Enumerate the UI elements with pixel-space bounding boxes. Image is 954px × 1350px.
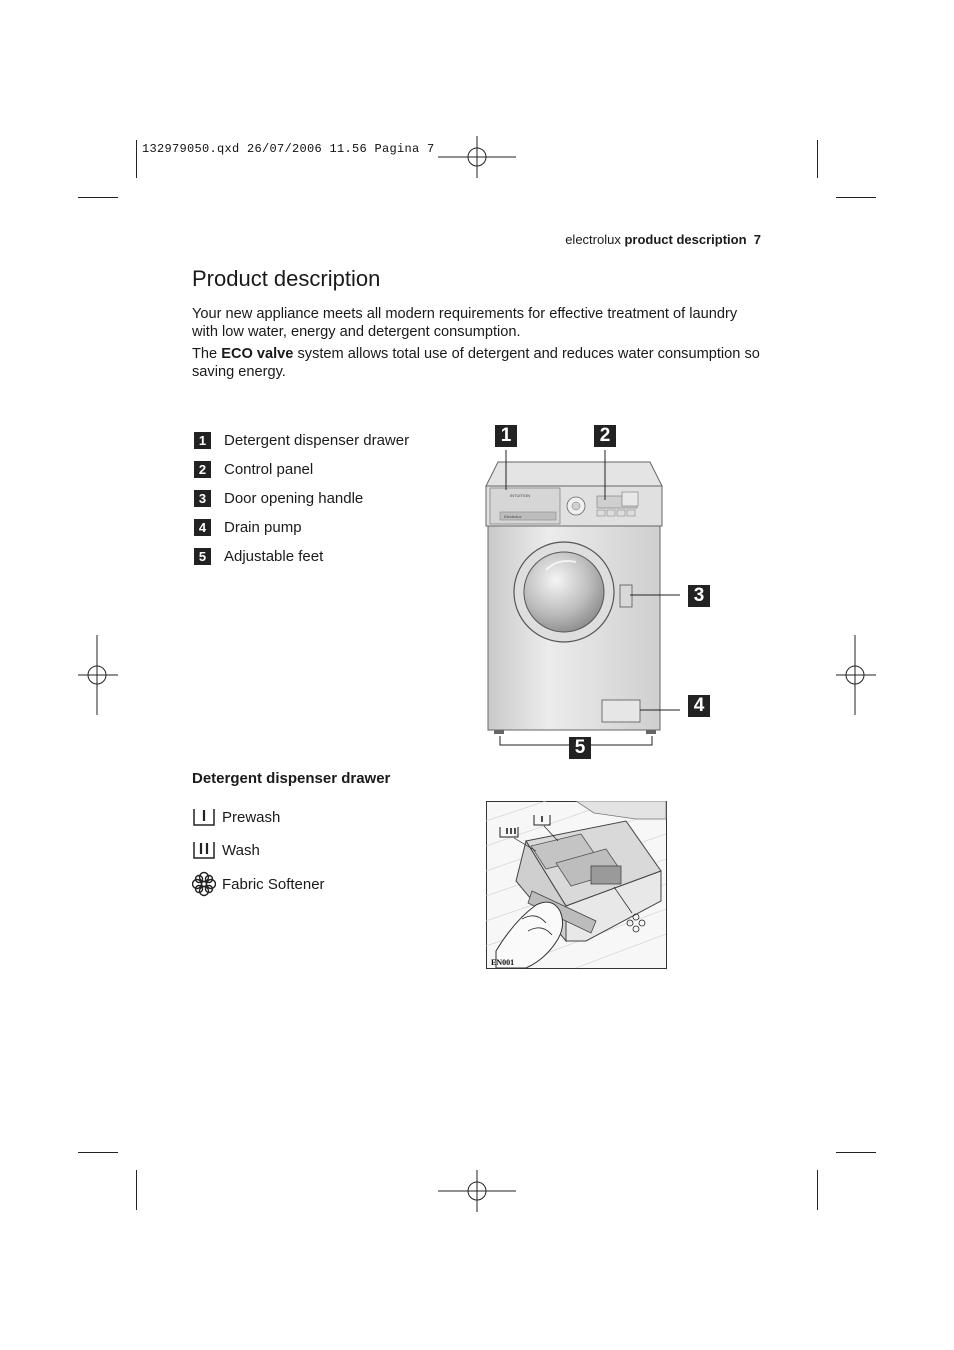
machine-label: INTUITION <box>510 493 530 498</box>
section-heading: Detergent dispenser drawer <box>192 770 391 787</box>
callout-5: 5 <box>569 737 591 759</box>
part-number: 5 <box>194 548 211 565</box>
washing-machine-illustration <box>480 440 680 760</box>
crop-mark <box>136 1170 137 1210</box>
crop-mark <box>78 197 118 198</box>
part-number: 2 <box>194 461 211 478</box>
eco-prefix: The <box>192 346 218 362</box>
compartment-label: Wash <box>222 841 260 859</box>
brand-badge: Electrolux <box>504 514 522 519</box>
part-number: 3 <box>194 490 211 507</box>
compartment-prewash <box>192 806 280 828</box>
running-head-section: product description <box>624 232 747 247</box>
part-label: Control panel <box>224 461 314 478</box>
prewash-icon <box>192 806 216 828</box>
fabric-softener-icon <box>192 871 216 897</box>
list-item <box>194 484 409 513</box>
list-item <box>194 513 409 542</box>
list-item <box>194 542 409 571</box>
part-number: 4 <box>194 519 211 536</box>
registration-mark <box>438 1170 516 1212</box>
intro-paragraph: Your new appliance meets all modern requirements for effective treatment of laundry with low water, energy and detergent consumption. <box>192 306 738 340</box>
part-label: Detergent dispenser drawer <box>224 432 410 449</box>
registration-mark <box>78 635 118 715</box>
compartment-wash <box>192 839 260 861</box>
figure-code: EN001 <box>491 958 515 967</box>
part-label: Drain pump <box>224 519 302 536</box>
crop-mark <box>836 197 876 198</box>
crop-mark <box>817 140 818 178</box>
crop-mark <box>78 1152 118 1153</box>
crop-mark <box>836 1152 876 1153</box>
eco-paragraph <box>192 345 767 381</box>
callout-1: 1 <box>495 425 517 447</box>
callout-4: 4 <box>688 695 710 717</box>
registration-mark <box>836 635 876 715</box>
eco-term: ECO valve <box>221 346 294 362</box>
page-title: Product description <box>192 266 381 291</box>
parts-list <box>194 426 409 571</box>
wash-icon <box>192 839 216 861</box>
print-slug: 132979050.qxd 26/07/2006 11.56 Pagina 7 <box>142 142 435 156</box>
crop-mark <box>136 140 137 178</box>
dispenser-drawer-illustration <box>486 801 667 969</box>
part-number: 1 <box>194 432 211 449</box>
registration-mark <box>438 136 516 178</box>
list-item <box>194 455 409 484</box>
list-item <box>194 426 409 455</box>
compartment-label: Fabric Softener <box>222 875 325 893</box>
running-head-brand: electrolux <box>565 232 621 247</box>
part-label: Door opening handle <box>224 490 364 507</box>
crop-mark <box>817 1170 818 1210</box>
callout-2: 2 <box>594 425 616 447</box>
part-label: Adjustable feet <box>224 548 324 565</box>
running-head <box>565 232 761 247</box>
page-number: 7 <box>753 232 761 247</box>
callout-3: 3 <box>688 585 710 607</box>
eco-rest: system allows total use of detergent and reduces water consumption so saving energy. <box>192 346 760 380</box>
compartment-label: Prewash <box>222 808 281 826</box>
compartment-fabric-softener <box>192 871 325 897</box>
